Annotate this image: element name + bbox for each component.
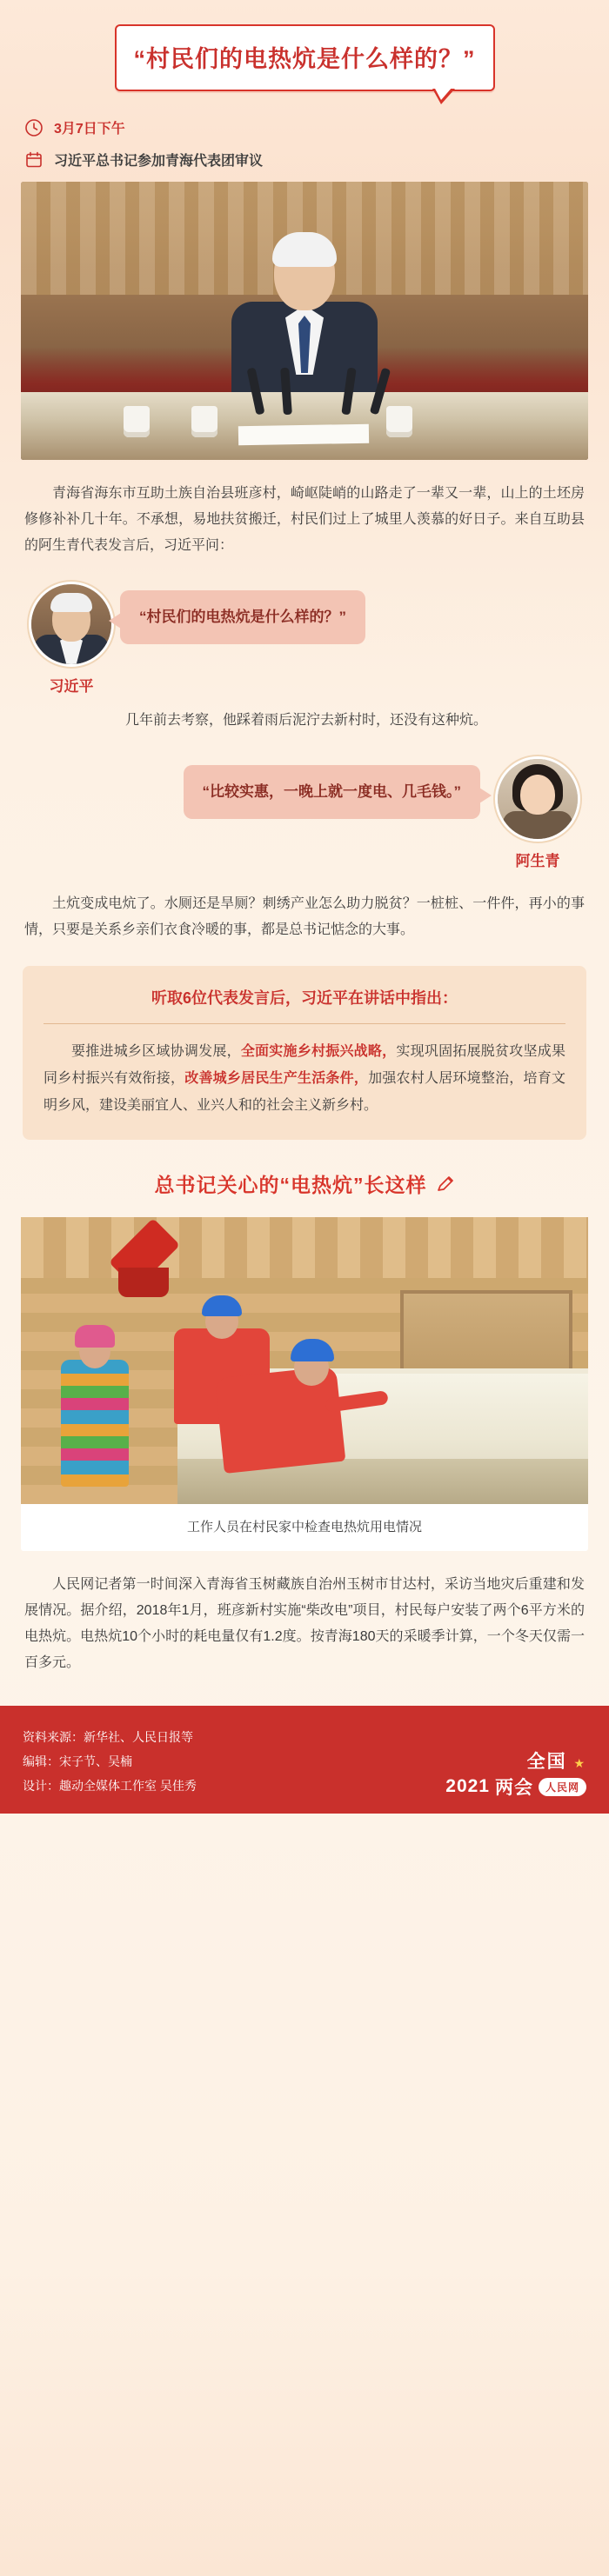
- hero-teacup: [124, 406, 150, 437]
- peoples-daily-badge: [539, 1778, 586, 1796]
- footer-logo-line1: [445, 1747, 586, 1774]
- section-heading: [0, 1169, 609, 1198]
- photo2-villager: [61, 1321, 129, 1487]
- secondary-photo: [21, 1217, 588, 1504]
- speaker2-quote-bubble: “比较实惠，一晚上就一度电、几毛钱。”: [184, 765, 481, 819]
- meta-event: 习近平总书记参加青海代表团审议: [54, 154, 264, 169]
- footer-logo-text2: 两会: [494, 1778, 533, 1798]
- callout-body-segment-4: 加强农村人居环境整治，培育文明乡风，建设美丽宜人、业兴人和的社会主义新乡村。: [44, 1071, 566, 1113]
- clock-icon: [24, 118, 44, 137]
- photo2-ceiling: [21, 1217, 588, 1278]
- footer-logo-line2: [445, 1774, 586, 1800]
- chinese-knot-tassel: [118, 1268, 169, 1297]
- title-section: [0, 0, 609, 91]
- footer: [0, 1706, 609, 1814]
- calendar-icon: [24, 150, 44, 170]
- hero-teacup: [386, 406, 412, 437]
- speaker2-name: 阿生青: [515, 853, 560, 869]
- dialogue-row-speaker1: [23, 582, 586, 696]
- dialogue-row-speaker2: [23, 756, 586, 870]
- callout-title: 听取6位代表发言后，习近平在讲话中指出：: [151, 989, 458, 1007]
- callout-body-segment-0: 要推进城乡区域协调发展，: [71, 1044, 241, 1059]
- speaker2-avatar-column: [489, 756, 586, 870]
- section-heading-text: 总书记关心的“电热炕”长这样: [154, 1174, 427, 1196]
- footer-design: 设计：趣动全媒体工作室 吴佳秀: [23, 1779, 197, 1793]
- footer-editor: 编辑：宋子节、吴楠: [23, 1754, 132, 1768]
- footer-logo: [445, 1747, 586, 1800]
- meta-event-row: [24, 150, 585, 170]
- pencil-icon: [436, 1175, 455, 1194]
- speaker1-name: 习近平: [49, 678, 94, 695]
- dialogue-block-2: [23, 756, 586, 870]
- page-title: “村民们的电热炕是什么样的？”: [133, 46, 476, 72]
- closing-paragraph: 人民网记者第一时间深入青海省玉树藏族自治州玉树市甘达村，采访当地灾后重建和发展情况。据介绍，2018年1月，班彦新村实施“柴改电”项目，村民每户安装了两个6平方米的电热炕。电热炕10个小时的耗电量仅有1.2度。按青海180天的采暖季计算，一个冬天仅需一百多元。: [24, 1577, 585, 1670]
- footer-logo-text1: 全国: [526, 1752, 567, 1772]
- footer-logo-year: 2021: [445, 1776, 490, 1796]
- hero-papers: [238, 424, 369, 446]
- callout-box: [23, 966, 586, 1140]
- hero-teacup: [191, 406, 218, 437]
- title-box: [115, 24, 495, 91]
- meta-section: [0, 117, 609, 170]
- callout-body-segment-1: 全面实施乡村振兴战略，: [240, 1044, 397, 1059]
- dialogue-block-1: [23, 582, 586, 734]
- hero-photo: [21, 182, 588, 460]
- footer-source: 资料来源：新华社、人民日报等: [23, 1730, 193, 1744]
- speaker1-avatar-column: [23, 582, 120, 696]
- photo2-worker-inspecting: [219, 1334, 358, 1473]
- meta-date-row: [24, 117, 585, 137]
- callout-body-segment-2: 实现巩固拓展脱贫攻坚成果同乡村振兴有效衔接，: [44, 1044, 566, 1086]
- badge-label: 人民网: [545, 1781, 579, 1794]
- avatar: [29, 582, 114, 667]
- after-dialogue-paragraph: 土炕变成电炕了。水厕还是旱厕？刺绣产业怎么助力脱贫？一桩桩、一件件，再小的事情，只要是关系乡亲们衣食冷暖的事，都是总书记惦念的大事。: [24, 896, 585, 937]
- callout-body-segment-3: 改善城乡居民生产生活条件，: [184, 1071, 369, 1086]
- intro-paragraph: 青海省海东市互助土族自治县班彦村，崎岖陡峭的山路走了一辈又一辈，山上的土坯房修修补补几十年。不承想，易地扶贫搬迁，村民们过上了城里人羡慕的好日子。来自互助县的阿生青代表发言后，习近平问：: [24, 486, 585, 553]
- meta-date: 3月7日下午: [54, 122, 125, 136]
- hero-person-hair: [272, 232, 337, 267]
- avatar: [495, 756, 580, 842]
- speaker1-quote-bubble: “村民们的电热炕是什么样的？”: [120, 590, 365, 644]
- star-icon: ★: [573, 1756, 586, 1770]
- secondary-photo-block: [21, 1217, 588, 1551]
- callout-body: [44, 1038, 566, 1119]
- callout-divider: [44, 1023, 566, 1024]
- photo-caption: 工作人员在村民家中检查电热炕用电情况: [186, 1520, 422, 1534]
- speaker2-bubble-column: [23, 756, 489, 819]
- speaker1-note: 几年前去考察，他踩着雨后泥泞去新村时，还没有这种炕。: [125, 713, 488, 728]
